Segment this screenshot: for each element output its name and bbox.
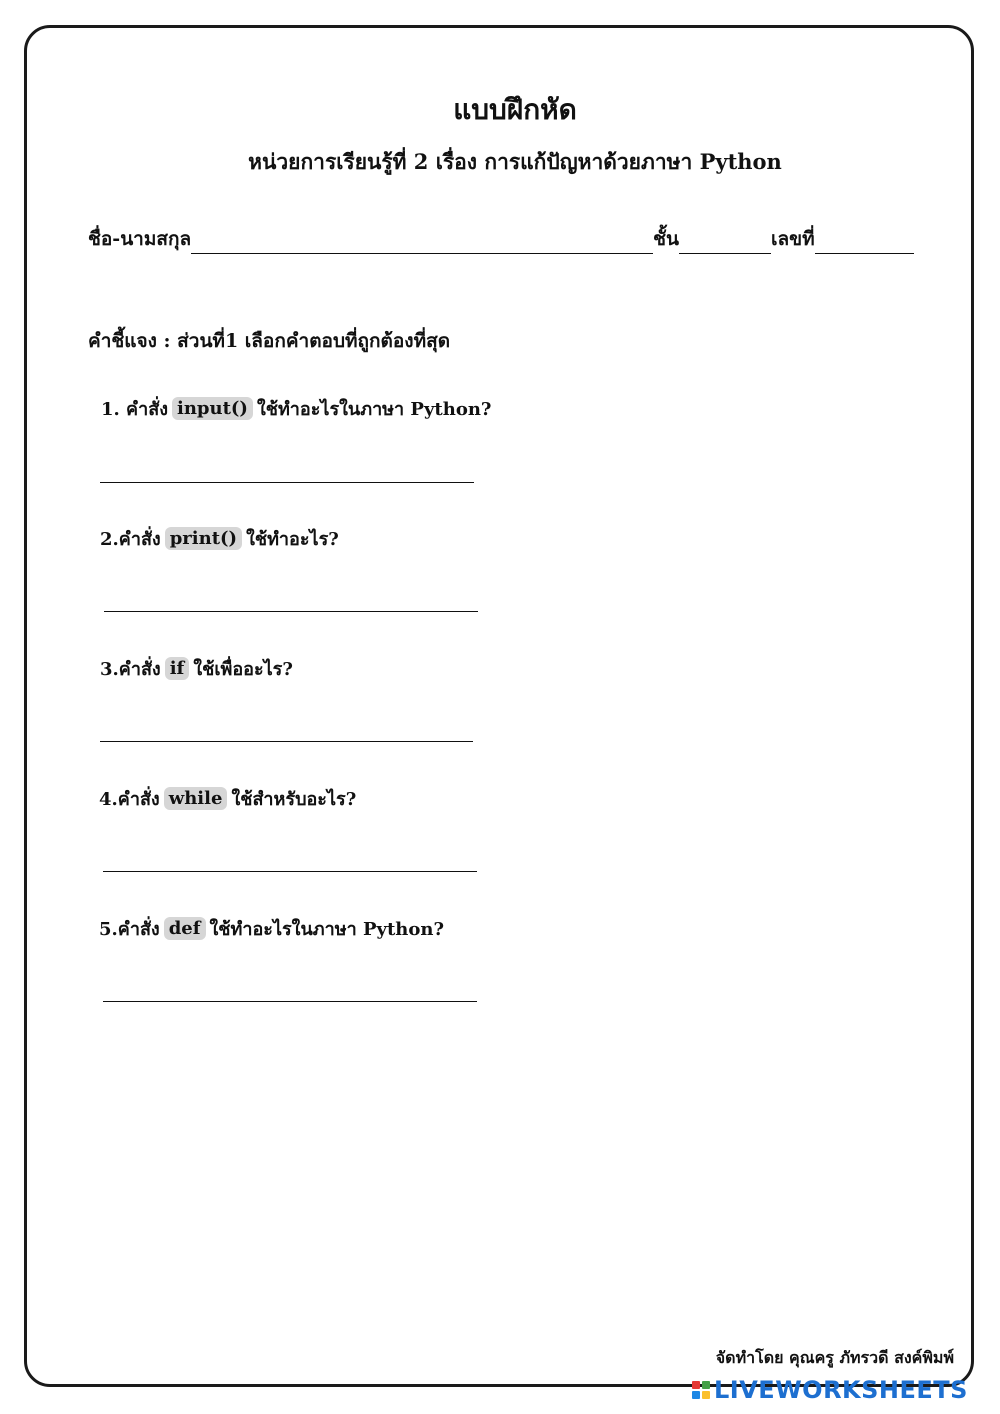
keyword-badge: def [164, 917, 206, 940]
question-5 [99, 914, 444, 943]
brand-text: LIVEWORKSHEETS [714, 1376, 968, 1404]
question-suffix: ใช้สำหรับอะไร? [231, 789, 357, 810]
question-1 [101, 394, 491, 423]
question-2 [100, 524, 339, 553]
question-prefix: 5.คำสั่ง [99, 919, 160, 940]
name-field[interactable] [191, 231, 653, 254]
answer-line-4[interactable] [103, 871, 477, 872]
question-prefix: 1. คำสั่ง [101, 399, 168, 420]
class-field[interactable] [679, 231, 771, 254]
instruction-text: คำชี้แจง : ส่วนที่1 เลือกคำตอบที่ถูกต้องที่สุด [88, 330, 451, 352]
keyword-badge: input() [172, 397, 253, 420]
question-3 [100, 654, 293, 683]
keyword-badge: if [165, 657, 190, 680]
question-suffix: ใช้เพื่ออะไร? [193, 659, 293, 680]
number-field[interactable] [815, 231, 914, 254]
question-prefix: 4.คำสั่ง [99, 789, 160, 810]
answer-line-3[interactable] [100, 741, 473, 742]
answer-line-1[interactable] [100, 482, 474, 483]
name-label: ชื่อ-นามสกุล [88, 228, 192, 250]
question-suffix: ใช้ทำอะไรในภาษา Python? [209, 919, 445, 940]
keyword-badge: print() [165, 527, 242, 550]
question-prefix: 2.คำสั่ง [100, 529, 161, 550]
keyword-badge: while [164, 787, 228, 810]
brand-logo-icon [692, 1381, 710, 1399]
answer-line-2[interactable] [104, 611, 478, 612]
author-credit: จัดทำโดย คุณครู ภัทรวดี สงค์พิมพ์ [715, 1348, 954, 1367]
number-label: เลขที่ [771, 228, 815, 250]
student-info-row [88, 224, 914, 254]
page-title: แบบฝึกหัด [453, 93, 577, 126]
question-suffix: ใช้ทำอะไรในภาษา Python? [256, 399, 492, 420]
question-prefix: 3.คำสั่ง [100, 659, 161, 680]
answer-line-5[interactable] [103, 1001, 477, 1002]
question-4 [99, 784, 356, 813]
class-label: ชั้น [653, 228, 680, 250]
page-subtitle: หน่วยการเรียนรู้ที่ 2 เรื่อง การแก้ปัญหาด้วยภาษา Python [248, 149, 782, 174]
liveworksheets-logo[interactable] [692, 1376, 968, 1404]
question-suffix: ใช้ทำอะไร? [246, 529, 339, 550]
